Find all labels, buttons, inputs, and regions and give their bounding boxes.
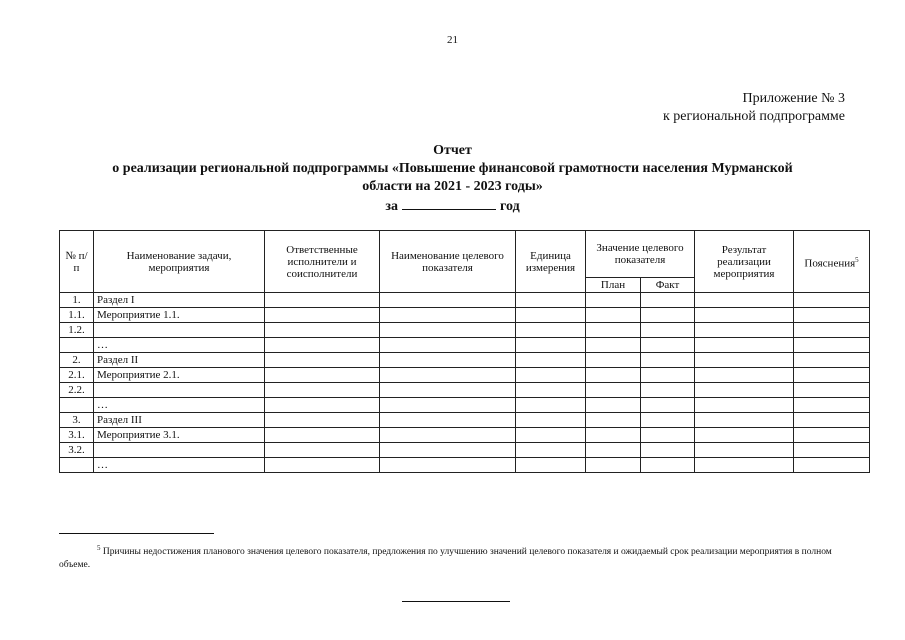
executors-cell (265, 458, 380, 473)
plan-cell (586, 458, 641, 473)
executors-cell (265, 383, 380, 398)
row-number: 2.2. (60, 383, 94, 398)
executors-cell (265, 308, 380, 323)
result-cell (695, 443, 794, 458)
fact-cell (641, 308, 695, 323)
notes-cell (794, 338, 870, 353)
appendix-caption (663, 90, 845, 126)
fact-cell (641, 413, 695, 428)
indicator-cell (380, 338, 516, 353)
row-number: 3.1. (60, 428, 94, 443)
plan-cell (586, 428, 641, 443)
result-cell (695, 428, 794, 443)
header-result: Результат реализации мероприятия (695, 231, 794, 293)
executors-cell (265, 398, 380, 413)
end-of-page-rule (402, 601, 510, 602)
unit-cell (516, 353, 586, 368)
activity-name: … (94, 398, 265, 413)
result-cell (695, 368, 794, 383)
notes-cell (794, 428, 870, 443)
appendix-line-1: Приложение № 3 (742, 91, 845, 106)
notes-cell (794, 383, 870, 398)
unit-cell (516, 443, 586, 458)
header-notes (794, 231, 870, 293)
activity-name (94, 443, 265, 458)
result-cell (695, 353, 794, 368)
report-period-line (0, 196, 905, 216)
fact-cell (641, 458, 695, 473)
indicator-cell (380, 353, 516, 368)
plan-cell (586, 308, 641, 323)
page-number: 21 (447, 34, 458, 46)
activity-name (94, 323, 265, 338)
header-plan: План (586, 278, 641, 293)
unit-cell (516, 398, 586, 413)
fact-cell (641, 368, 695, 383)
unit-cell (516, 428, 586, 443)
result-cell (695, 293, 794, 308)
report-title (0, 142, 905, 216)
row-number: 2. (60, 353, 94, 368)
plan-cell (586, 293, 641, 308)
table-row (60, 338, 870, 353)
executors-cell (265, 293, 380, 308)
executors-cell (265, 428, 380, 443)
footnote-marker: 5 (97, 544, 101, 552)
fact-cell (641, 338, 695, 353)
activity-name (94, 383, 265, 398)
notes-cell (794, 368, 870, 383)
unit-cell (516, 308, 586, 323)
indicator-cell (380, 443, 516, 458)
fact-cell (641, 443, 695, 458)
table-row (60, 308, 870, 323)
unit-cell (516, 323, 586, 338)
row-number (60, 398, 94, 413)
plan-cell (586, 443, 641, 458)
unit-cell (516, 293, 586, 308)
executors-cell (265, 338, 380, 353)
plan-cell (586, 383, 641, 398)
table-row (60, 428, 870, 443)
indicator-cell (380, 293, 516, 308)
table-row (60, 368, 870, 383)
table-body (60, 293, 870, 473)
header-task: Наименование задачи, мероприятия (94, 231, 265, 293)
table-header (60, 231, 870, 293)
unit-cell (516, 338, 586, 353)
header-target-value: Значение целевого показателя (586, 231, 695, 278)
fact-cell (641, 353, 695, 368)
indicator-cell (380, 398, 516, 413)
unit-cell (516, 413, 586, 428)
activity-name: Мероприятие 2.1. (94, 368, 265, 383)
executors-cell (265, 368, 380, 383)
report-title-line-1: о реализации региональной подпрограммы «Повышение финансовой грамотности населения Мурманской (112, 161, 793, 176)
unit-cell (516, 383, 586, 398)
row-number: 3. (60, 413, 94, 428)
fact-cell (641, 428, 695, 443)
report-title-line-2: области на 2021 - 2023 годы» (362, 179, 543, 194)
table-row (60, 293, 870, 308)
header-num: № п/п (60, 231, 94, 293)
footnote-separator (59, 533, 214, 534)
indicator-cell (380, 413, 516, 428)
header-notes-footnote-ref: 5 (855, 255, 859, 264)
activity-name: Мероприятие 1.1. (94, 308, 265, 323)
table-row (60, 323, 870, 338)
header-executors: Ответственные исполнители и соисполнители (265, 231, 380, 293)
period-prefix: за (385, 199, 398, 214)
fact-cell (641, 293, 695, 308)
period-suffix: год (499, 199, 520, 214)
period-blank (402, 196, 496, 210)
unit-cell (516, 368, 586, 383)
header-notes-label: Пояснения (804, 257, 856, 270)
activity-name: Мероприятие 3.1. (94, 428, 265, 443)
activity-name: … (94, 338, 265, 353)
plan-cell (586, 413, 641, 428)
result-cell (695, 458, 794, 473)
executors-cell (265, 353, 380, 368)
indicator-cell (380, 383, 516, 398)
fact-cell (641, 383, 695, 398)
report-table (59, 230, 870, 473)
footnote-text: Причины недостижения планового значения целевого показателя, предложения по улучшению значений целевого показателя и ожидаемый срок реализации мероприятия в полном объеме. (59, 547, 832, 571)
appendix-line-2: к региональной подпрограмме (662, 109, 845, 124)
fact-cell (641, 323, 695, 338)
header-fact: Факт (641, 278, 695, 293)
notes-cell (794, 353, 870, 368)
row-number: 3.2. (60, 443, 94, 458)
table-row (60, 443, 870, 458)
table-row (60, 398, 870, 413)
plan-cell (586, 353, 641, 368)
indicator-cell (380, 428, 516, 443)
table-row (60, 353, 870, 368)
notes-cell (794, 398, 870, 413)
plan-cell (586, 338, 641, 353)
notes-cell (794, 308, 870, 323)
section-name: Раздел I (94, 293, 265, 308)
row-number: 2.1. (60, 368, 94, 383)
header-unit: Единица измерения (516, 231, 586, 293)
result-cell (695, 338, 794, 353)
row-number: 1.2. (60, 323, 94, 338)
row-number: 1. (60, 293, 94, 308)
row-number (60, 458, 94, 473)
plan-cell (586, 323, 641, 338)
header-indicator: Наименование целевого показателя (380, 231, 516, 293)
row-number: 1.1. (60, 308, 94, 323)
executors-cell (265, 323, 380, 338)
notes-cell (794, 443, 870, 458)
table-row (60, 383, 870, 398)
result-cell (695, 308, 794, 323)
indicator-cell (380, 368, 516, 383)
executors-cell (265, 413, 380, 428)
section-name: Раздел III (94, 413, 265, 428)
footnote (59, 542, 859, 572)
result-cell (695, 383, 794, 398)
notes-cell (794, 413, 870, 428)
notes-cell (794, 458, 870, 473)
activity-name: … (94, 458, 265, 473)
result-cell (695, 323, 794, 338)
plan-cell (586, 368, 641, 383)
result-cell (695, 413, 794, 428)
result-cell (695, 398, 794, 413)
unit-cell (516, 458, 586, 473)
notes-cell (794, 293, 870, 308)
indicator-cell (380, 458, 516, 473)
indicator-cell (380, 308, 516, 323)
fact-cell (641, 398, 695, 413)
executors-cell (265, 443, 380, 458)
table-row (60, 458, 870, 473)
section-name: Раздел II (94, 353, 265, 368)
table-row (60, 413, 870, 428)
row-number (60, 338, 94, 353)
report-heading: Отчет (433, 143, 472, 158)
notes-cell (794, 323, 870, 338)
plan-cell (586, 398, 641, 413)
indicator-cell (380, 323, 516, 338)
